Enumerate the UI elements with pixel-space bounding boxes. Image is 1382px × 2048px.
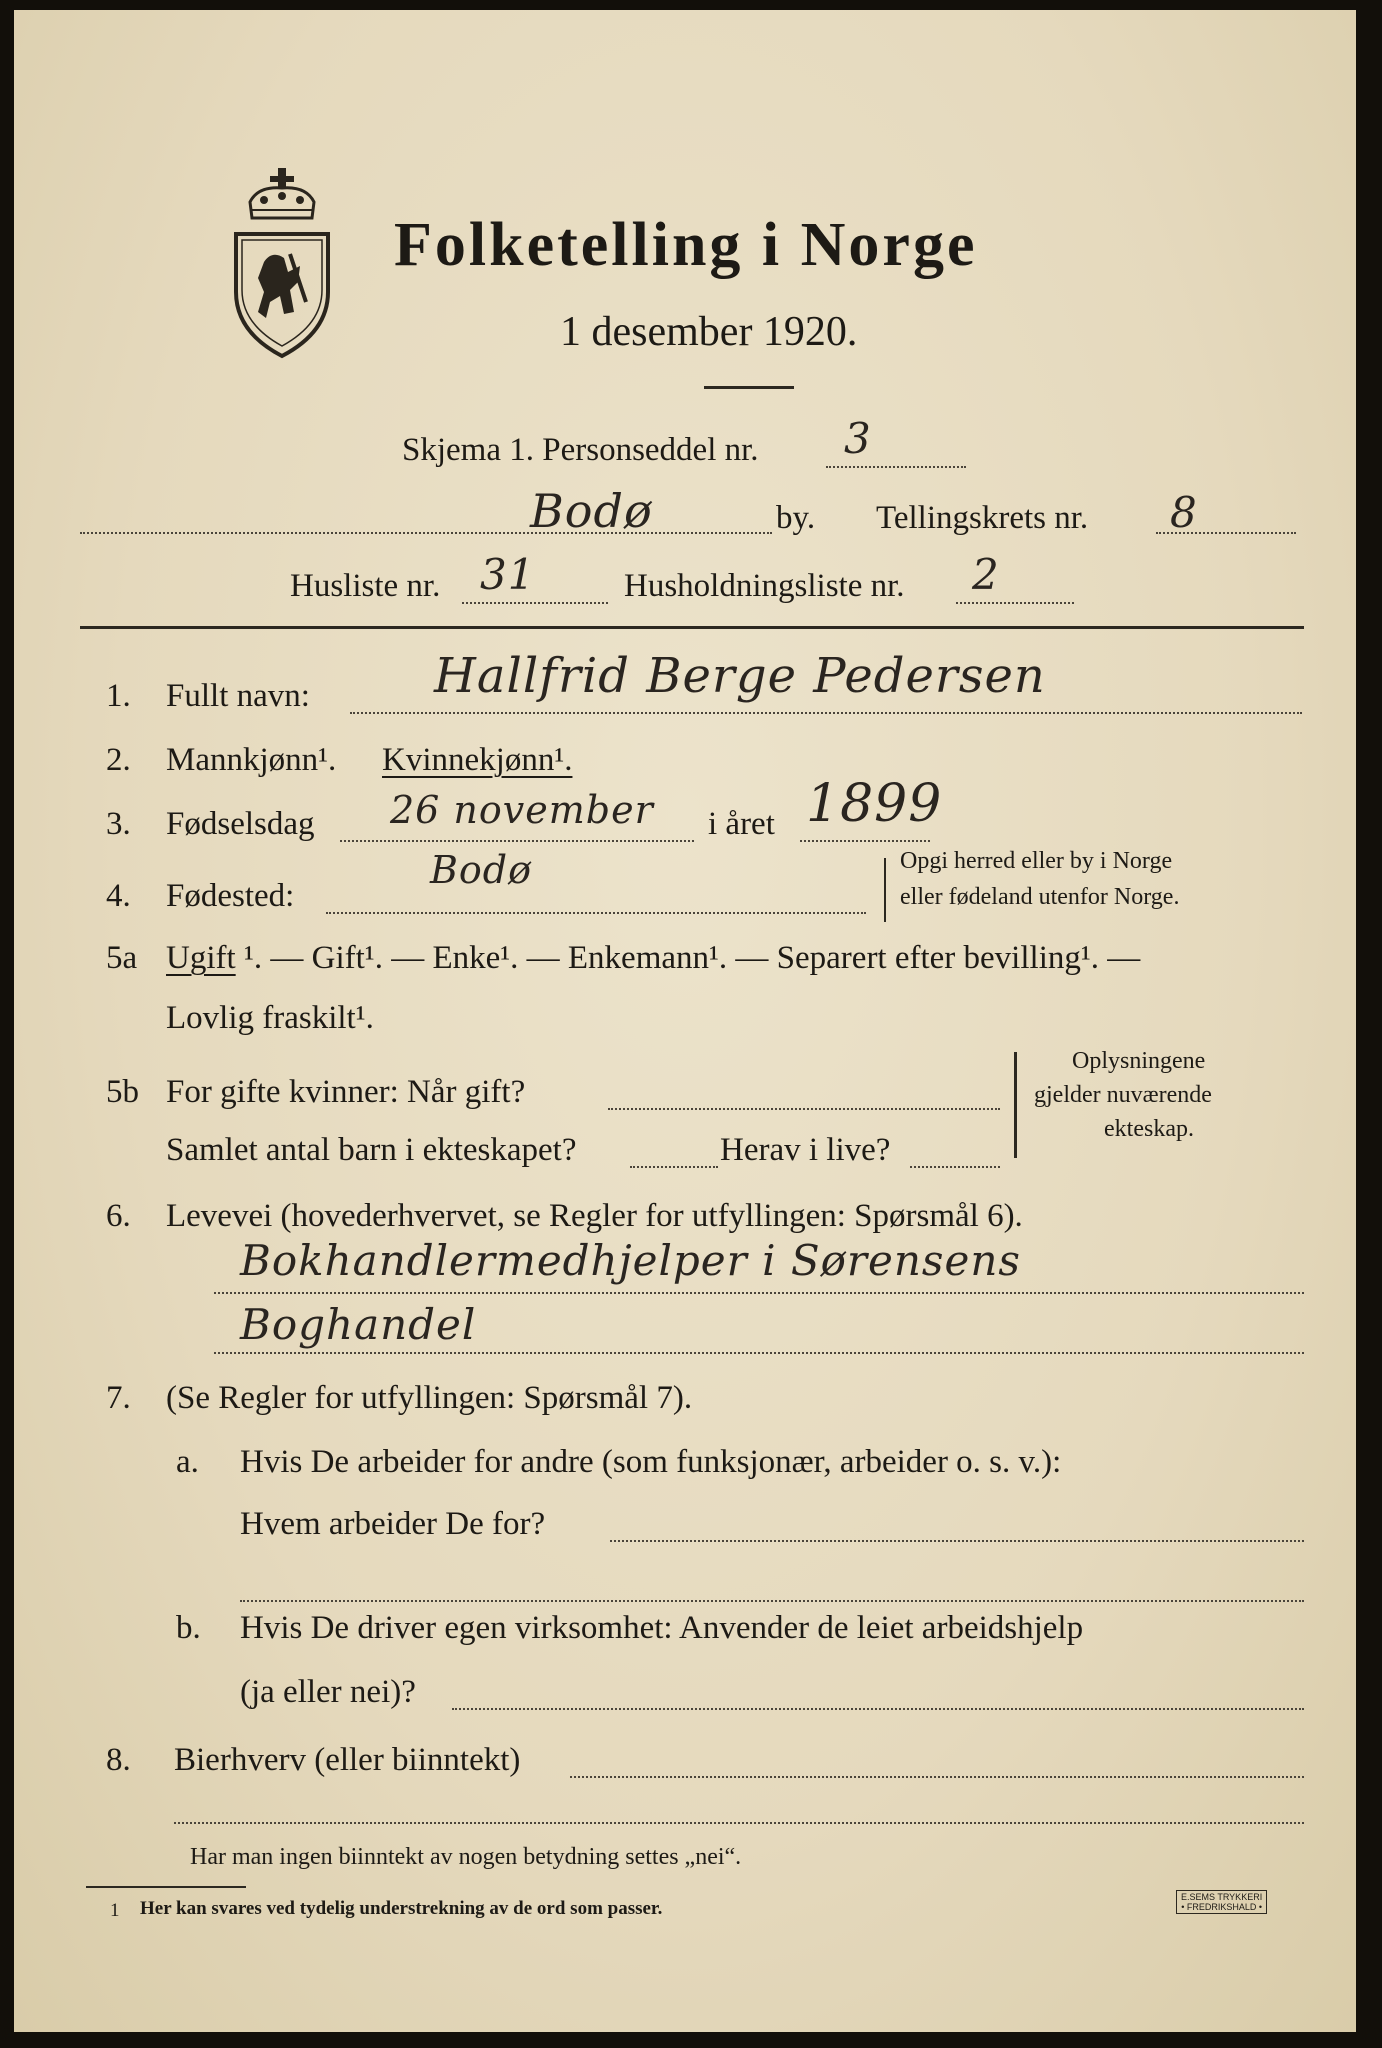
q7b-line2: (ja eller nei)? bbox=[240, 1674, 416, 1710]
q7a-letter: a. bbox=[176, 1444, 199, 1480]
q4-birthplace: Bodø bbox=[430, 848, 533, 892]
q2-kvinne: Kvinnekjønn¹. bbox=[382, 742, 573, 778]
q1-label: Fullt navn: bbox=[166, 678, 310, 714]
by-label: by. bbox=[776, 500, 816, 536]
q3-birth-day: 26 november bbox=[390, 788, 654, 832]
q7a-line2: Hvem arbeider De for? bbox=[240, 1506, 546, 1542]
husliste-number: 31 bbox=[480, 550, 536, 599]
tellingskrets-label: Tellingskrets nr. bbox=[876, 500, 1089, 536]
skjema-label: Skjema 1. Personseddel nr. bbox=[402, 432, 759, 468]
q5a-ugift: Ugift bbox=[166, 940, 236, 976]
q5b-note-line1: Oplysningene bbox=[1072, 1048, 1206, 1074]
q2-mann: Mannkjønn¹. bbox=[166, 742, 337, 778]
q5a-options: ¹. — Gift¹. — Enke¹. — Enkemann¹. — Separert efter bevilling¹. — bbox=[244, 940, 1141, 976]
q5b-note-line3: ekteskap. bbox=[1104, 1116, 1194, 1142]
coat-of-arms-icon bbox=[228, 162, 336, 362]
q8-label: Bierhverv (eller biinntekt) bbox=[174, 1742, 521, 1778]
q6-number: 6. bbox=[106, 1198, 131, 1234]
q4-label: Fødested: bbox=[166, 878, 295, 914]
q1-number: 1. bbox=[106, 678, 131, 714]
q5b-number: 5b bbox=[106, 1074, 139, 1110]
printer-stamp bbox=[1176, 1890, 1267, 1914]
tellingskrets-number: 8 bbox=[1170, 488, 1198, 537]
q7a-line1: Hvis De arbeider for andre (som funksjonær, arbeider o. s. v.): bbox=[240, 1444, 1062, 1480]
q6-label: Levevei (hovederhvervet, se Regler for utfyllingen: Spørsmål 6). bbox=[166, 1198, 1023, 1234]
q4-number: 4. bbox=[106, 878, 131, 914]
q3-number: 3. bbox=[106, 806, 131, 842]
footnote-text: Her kan svares ved tydelig understrekning av de ord som passer. bbox=[140, 1898, 663, 1919]
q5b-label3: Herav i live? bbox=[720, 1132, 891, 1168]
q8-number: 8. bbox=[106, 1742, 131, 1778]
q6-occupation-line1: Bokhandlermedhjelper i Sørensens bbox=[240, 1236, 1021, 1285]
census-date: 1 desember 1920. bbox=[560, 309, 858, 355]
husholdning-label: Husholdningsliste nr. bbox=[624, 568, 905, 604]
husliste-label: Husliste nr. bbox=[290, 568, 441, 604]
q6-occupation-line2: Boghandel bbox=[240, 1300, 477, 1349]
q7-label: (Se Regler for utfyllingen: Spørsmål 7). bbox=[166, 1380, 693, 1416]
q4-note-line1: Opgi herred eller by i Norge bbox=[900, 848, 1173, 874]
q3-year-label: i året bbox=[708, 806, 775, 842]
q5b-label1: For gifte kvinner: Når gift? bbox=[166, 1074, 526, 1110]
printer-stamp-line1: E.SEMS TRYKKERI bbox=[1181, 1892, 1263, 1902]
q1-full-name: Hallfrid Berge Pedersen bbox=[434, 648, 1046, 704]
biinntekt-note: Har man ingen biinntekt av nogen betydning settes „nei“. bbox=[190, 1844, 742, 1870]
q2-number: 2. bbox=[106, 742, 131, 778]
q5a-number: 5a bbox=[106, 940, 138, 976]
q7-number: 7. bbox=[106, 1380, 131, 1416]
personseddel-number: 3 bbox=[844, 414, 872, 463]
place-value: Bodø bbox=[530, 484, 653, 538]
form-title: Folketelling i Norge bbox=[394, 211, 978, 279]
q5a-line2: Lovlig fraskilt¹. bbox=[166, 1000, 374, 1036]
census-form bbox=[14, 10, 1356, 2032]
q7b-letter: b. bbox=[176, 1610, 201, 1646]
q5b-note-line2: gjelder nuværende bbox=[1034, 1082, 1212, 1108]
husholdning-number: 2 bbox=[972, 550, 1000, 599]
q3-birth-year: 1899 bbox=[806, 774, 943, 834]
printer-stamp-line2: • FREDRIKSHALD • bbox=[1181, 1902, 1263, 1912]
q3-label: Fødselsdag bbox=[166, 806, 315, 842]
q5b-label2: Samlet antal barn i ekteskapet? bbox=[166, 1132, 577, 1168]
q7b-line1: Hvis De driver egen virksomhet: Anvender de leiet arbeidshjelp bbox=[240, 1610, 1084, 1646]
q4-note-line2: eller fødeland utenfor Norge. bbox=[900, 884, 1180, 910]
footnote-number: 1 bbox=[110, 1900, 120, 1921]
